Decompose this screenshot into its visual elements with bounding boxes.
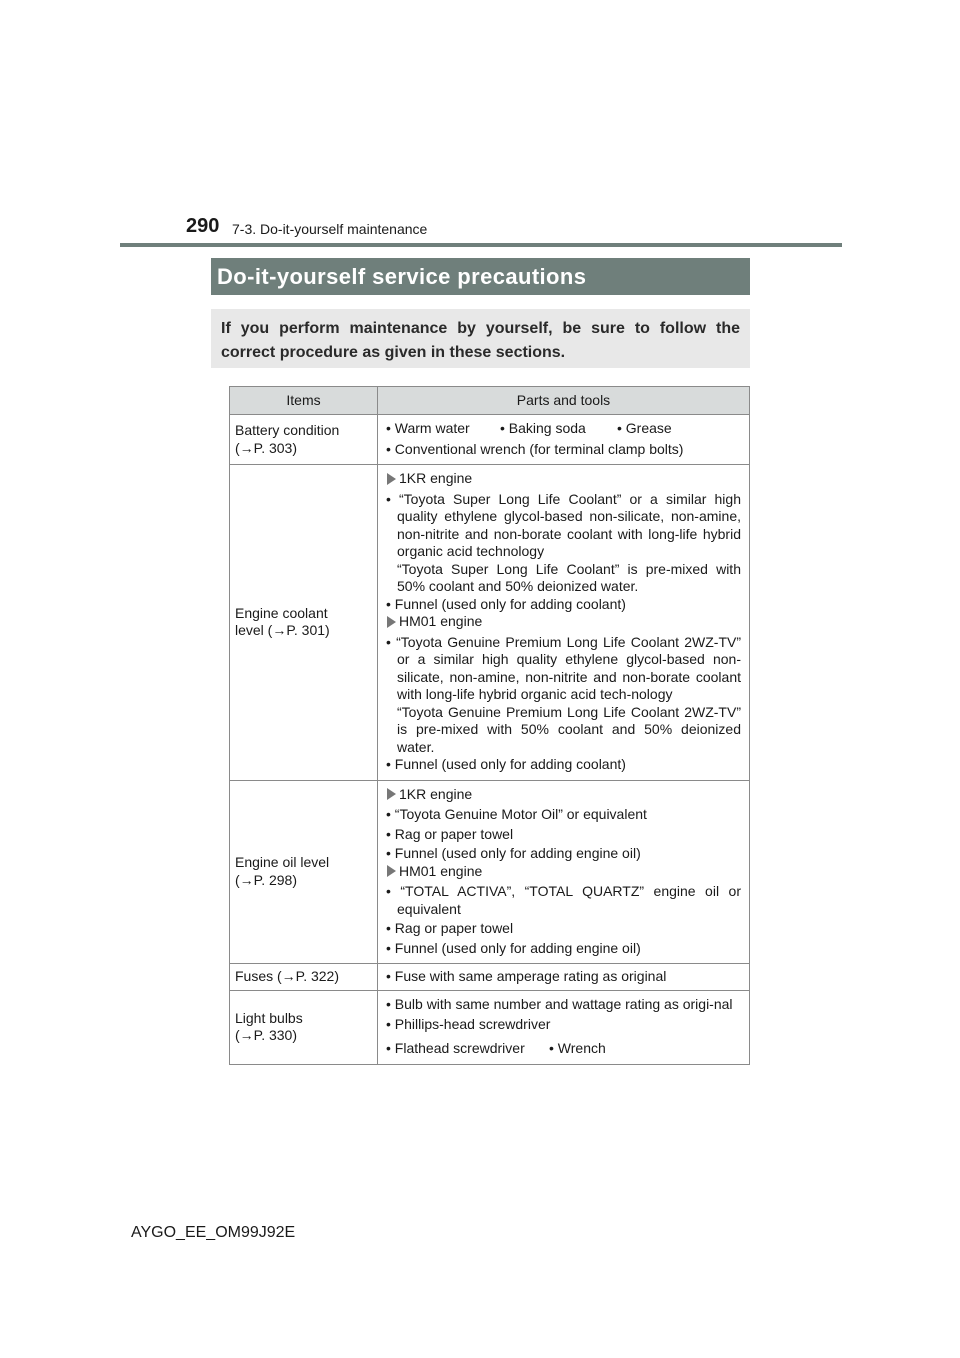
page-reference: (→P. 330)	[235, 1027, 297, 1044]
parts-cell	[378, 991, 750, 1065]
document-code: AYGO_EE_OM99J92E	[131, 1224, 296, 1241]
header-items: Items	[230, 387, 378, 415]
tool-note: “Toyota Super Long Life Coolant” is pre-mixed with 50% coolant and 50% deionized water.	[397, 560, 741, 594]
tool-item: • Conventional wrench (for terminal clamp bolts)	[386, 440, 684, 457]
triangle-bullet-icon	[387, 616, 396, 628]
table-header-row	[230, 387, 750, 415]
tool-item: • “TOTAL ACTIVA”, “TOTAL QUARTZ” engine oil or equivalent	[386, 883, 741, 917]
engine-heading: 1KR engine	[386, 786, 741, 804]
item-label: Light bulbs	[235, 1009, 303, 1026]
header-rule	[120, 243, 842, 247]
parts-cell	[378, 780, 750, 964]
intro-box: If you perform maintenance by yourself, be sure to follow the correct procedure as given in these sections.	[211, 309, 750, 368]
section-label: 7-3. Do-it-yourself maintenance	[232, 221, 428, 237]
tool-row	[386, 420, 741, 438]
tool-row	[386, 1040, 741, 1058]
parts-cell	[378, 415, 750, 465]
header-parts-tools: Parts and tools	[378, 387, 750, 415]
tool-item: • “Toyota Genuine Premium Long Life Coolant 2WZ-TV” or a similar high quality ethylene glycol-based non-silicate, non-amine, non-nitrite and non-borate coolant with long-life hybrid organic acid tech-nology	[386, 633, 741, 702]
page-reference: (→P. 303)	[235, 439, 297, 456]
page-reference: level (→P. 301)	[235, 622, 330, 639]
tool-item: • Phillips-head screwdriver	[386, 1015, 551, 1032]
tool-item: • Wrench	[549, 1040, 606, 1056]
tool-item: • Rag or paper towel	[386, 920, 514, 936]
parts-cell	[378, 964, 750, 991]
tool-item: • Funnel (used only for adding coolant)	[386, 756, 626, 772]
parts-tools-table	[229, 386, 750, 1065]
page-title: Do-it-yourself service precautions	[211, 258, 750, 295]
item-label: Fuses (→P. 322)	[235, 968, 340, 985]
page-reference: (→P. 298)	[235, 871, 297, 888]
triangle-bullet-icon	[387, 788, 396, 800]
page-number: 290	[186, 215, 220, 237]
tool-item: • Fuse with same amperage rating as original	[386, 968, 667, 984]
tool-item: • Funnel (used only for adding engine oil)	[386, 845, 641, 861]
table-row	[230, 780, 750, 964]
tool-item: • Baking soda	[500, 420, 586, 436]
triangle-bullet-icon	[387, 473, 396, 485]
table-row	[230, 991, 750, 1065]
engine-heading: HM01 engine	[386, 863, 741, 881]
item-cell	[230, 415, 378, 465]
item-label: Engine coolant	[235, 604, 328, 621]
engine-heading: 1KR engine	[386, 470, 741, 488]
tool-item: • “Toyota Super Long Life Coolant” or a similar high quality ethylene glycol-based non-silicate, non-amine, non-nitrite and non-borate coolant with long-life hybrid organic acid technology	[386, 490, 741, 559]
tool-item: • “Toyota Genuine Motor Oil” or equivalent	[386, 806, 647, 822]
tool-item: • Funnel (used only for adding coolant)	[386, 595, 626, 612]
tool-item: • Grease	[617, 420, 672, 436]
parts-cell	[378, 465, 750, 781]
item-cell	[230, 465, 378, 781]
item-cell	[230, 991, 378, 1065]
tool-item: • Funnel (used only for adding engine oil)	[386, 939, 641, 956]
table-row	[230, 415, 750, 465]
item-cell	[230, 964, 378, 991]
tool-item: • Rag or paper towel	[386, 825, 514, 842]
item-label: Engine oil level	[235, 854, 330, 871]
tool-item: • Warm water	[386, 420, 470, 436]
tool-item: • Bulb with same number and wattage rating as origi-nal	[386, 996, 733, 1012]
tool-note: “Toyota Genuine Premium Long Life Coolant 2WZ-TV” is pre-mixed with 50% coolant and 50% deionized water.	[397, 703, 741, 755]
item-cell	[230, 780, 378, 964]
engine-heading: HM01 engine	[386, 613, 741, 631]
table-row	[230, 465, 750, 781]
tool-item: • Flathead screwdriver	[386, 1040, 525, 1056]
item-label: Battery condition	[235, 422, 340, 438]
triangle-bullet-icon	[387, 865, 396, 877]
table-row	[230, 964, 750, 991]
